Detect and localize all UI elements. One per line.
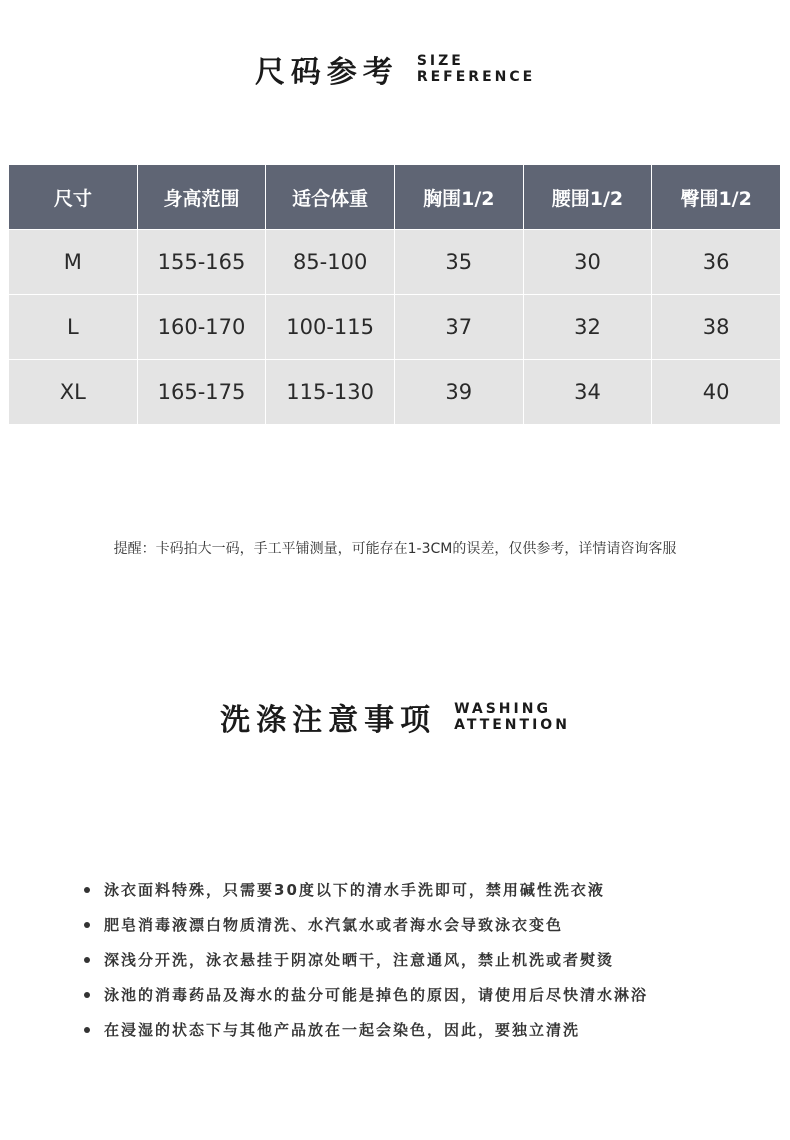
cell-weight: 100-115 — [266, 295, 395, 360]
cell-waist: 34 — [523, 360, 652, 425]
cell-hip: 40 — [652, 360, 781, 425]
size-reminder-note: 提醒：卡码拍大一码，手工平铺测量，可能存在1-3CM的误差，仅供参考，详情请咨询客服 — [113, 541, 677, 557]
bullet-icon — [84, 1027, 90, 1033]
cell-size: XL — [9, 360, 138, 425]
cell-weight: 115-130 — [266, 360, 395, 425]
washing-attention-subtitle-line2: ATTENTION — [454, 717, 570, 733]
column-header-hip: 臀围1/2 — [652, 165, 781, 230]
washing-instruction-text: 肥皂消毒液漂白物质清洗、水汽氯水或者海水会导致泳衣变色 — [104, 916, 564, 934]
size-reference-subtitle-line1: SIZE — [416, 53, 464, 69]
cell-hip: 38 — [652, 295, 781, 360]
size-table-header-row — [9, 165, 781, 230]
cell-height: 155-165 — [137, 230, 266, 295]
cell-size: L — [9, 295, 138, 360]
cell-size: M — [9, 230, 138, 295]
size-reference-title: 尺码参考 — [254, 55, 399, 90]
list-item — [84, 907, 774, 942]
list-item — [84, 977, 774, 1012]
washing-attention-title: 洗涤注意事项 — [220, 703, 437, 738]
cell-waist: 32 — [523, 295, 652, 360]
column-header-weight: 适合体重 — [266, 165, 395, 230]
bullet-icon — [84, 887, 90, 893]
column-header-size: 尺寸 — [9, 165, 138, 230]
list-item — [84, 1012, 774, 1047]
table-row — [9, 295, 781, 360]
cell-weight: 85-100 — [266, 230, 395, 295]
bullet-icon — [84, 957, 90, 963]
bullet-icon — [84, 922, 90, 928]
washing-instruction-text: 泳池的消毒药品及海水的盐分可能是掉色的原因，请使用后尽快清水淋浴 — [104, 986, 649, 1004]
table-row — [9, 230, 781, 295]
cell-chest: 39 — [394, 360, 523, 425]
washing-attention-header — [0, 692, 790, 742]
size-table — [8, 164, 781, 425]
size-reference-subtitle — [417, 53, 535, 85]
column-header-height: 身高范围 — [137, 165, 266, 230]
cell-waist: 30 — [523, 230, 652, 295]
cell-height: 160-170 — [137, 295, 266, 360]
size-reference-header — [0, 44, 790, 94]
cell-chest: 35 — [394, 230, 523, 295]
washing-attention-subtitle-line1: WASHING — [454, 701, 551, 717]
column-header-chest: 胸围1/2 — [394, 165, 523, 230]
cell-chest: 37 — [394, 295, 523, 360]
cell-height: 165-175 — [137, 360, 266, 425]
bullet-icon — [84, 992, 90, 998]
cell-hip: 36 — [652, 230, 781, 295]
washing-attention-subtitle — [454, 701, 570, 733]
size-reference-subtitle-line2: REFERENCE — [416, 69, 536, 85]
washing-instruction-text: 泳衣面料特殊，只需要30度以下的清水手洗即可，禁用碱性洗衣液 — [104, 881, 605, 899]
washing-instructions-list — [84, 872, 774, 1047]
washing-instruction-text: 在浸湿的状态下与其他产品放在一起会染色，因此，要独立清洗 — [104, 1021, 581, 1039]
column-header-waist: 腰围1/2 — [523, 165, 652, 230]
list-item — [84, 872, 774, 907]
table-row — [9, 360, 781, 425]
washing-instruction-text: 深浅分开洗，泳衣悬挂于阴凉处晒干，注意通风，禁止机洗或者熨烫 — [104, 951, 615, 969]
list-item — [84, 942, 774, 977]
